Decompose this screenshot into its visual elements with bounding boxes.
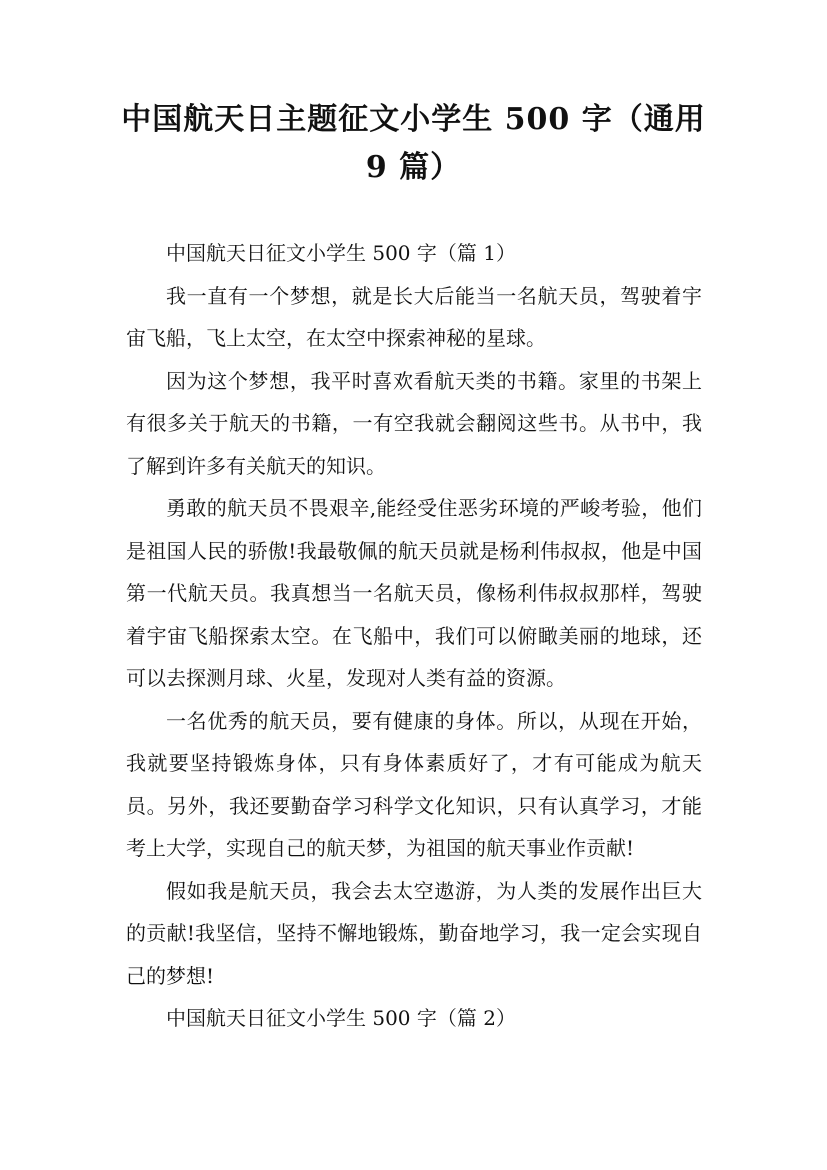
document-title: 中国航天日主题征文小学生 500 字（通用 9 篇） [121, 102, 706, 185]
document-body [126, 232, 702, 1040]
paragraph-astronaut-hero: 勇敢的航天员不畏艰辛,能经受住恶劣环境的严峻考验，他们是祖国人民的骄傲!我最敬佩的航天员就是杨利伟叔叔，他是中国第一代航天员。我真想当一名航天员，像杨利伟叔叔那样，驾驶着宇宙飞船探索太空。在飞船中，我们可以俯瞰美丽的地球，还可以去探测月球、火星，发现对人类有益的资源。 [126, 496, 702, 690]
section-heading-1: 中国航天日征文小学生 500 字（篇 1） [166, 241, 516, 265]
paragraph-conclusion: 假如我是航天员，我会去太空遨游，为人类的发展作出巨大的贡献!我坚信，坚持不懈地锻炼，勤奋地学习，我一定会实现自己的梦想! [126, 878, 702, 988]
paragraph-dream: 我一直有一个梦想，就是长大后能当一名航天员，驾驶着宇宙飞船，飞上太空，在太空中探索神秘的星球。 [126, 283, 702, 350]
paragraph-books: 因为这个梦想，我平时喜欢看航天类的书籍。家里的书架上有很多关于航天的书籍，一有空我就会翻阅这些书。从书中，我了解到许多有关航天的知识。 [126, 368, 702, 478]
section-heading-2: 中国航天日征文小学生 500 字（篇 2） [166, 1006, 516, 1030]
paragraph-preparation: 一名优秀的航天员，要有健康的身体。所以，从现在开始，我就要坚持锻炼身体，只有身体素质好了，才有可能成为航天员。另外，我还要勤奋学习科学文化知识，只有认真学习，才能考上大学，实现自己的航天梦，为祖国的航天事业作贡献! [126, 708, 702, 860]
